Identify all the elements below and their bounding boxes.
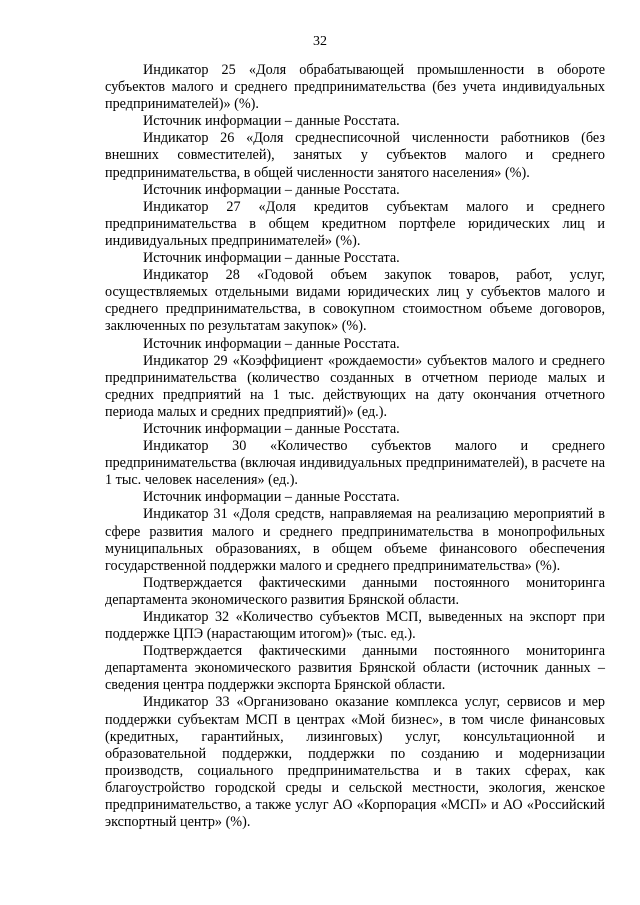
paragraph-indicator-29: Индикатор 29 «Коэффициент «рождаемости» субъектов малого и среднего предпринимательства (количество созданных в отчетном периоде малых и средних предприятий на 1 тыс. действующих на дату окончания отчетного периода малых и средних предприятий)» (ед.). bbox=[105, 352, 605, 420]
page-number: 32 bbox=[313, 34, 327, 49]
paragraph-source: Источник информации – данные Росстата. bbox=[143, 250, 400, 267]
paragraph-indicator-25: Индикатор 25 «Доля обрабатывающей промышленности в обороте субъектов малого и среднего предпринимательства (без учета индивидуальных предпринимателей)» (%). bbox=[105, 62, 605, 113]
paragraph-indicator-31: Индикатор 31 «Доля средств, направляемая на реализацию мероприятий в сфере развития малого и среднего предпринимательства в монопрофильных муниципальных образованиях, в общем объеме финансового обеспечения государственной поддержки малого и среднего предпринимательства» (%). bbox=[105, 506, 605, 574]
paragraph-indicator-27: Индикатор 27 «Доля кредитов субъектам малого и среднего предпринимательства в общем кредитном портфеле юридических лиц и индивидуальных предпринимателей» (%). bbox=[105, 198, 605, 249]
paragraph-source: Источник информации – данные Росстата. bbox=[143, 420, 400, 437]
paragraph-confirmation: Подтверждается фактическими данными постоянного мониторинга департамента экономического развития Брянской области. bbox=[105, 574, 605, 608]
paragraph-source: Источник информации – данные Росстата. bbox=[143, 181, 400, 198]
paragraph-confirmation: Подтверждается фактическими данными постоянного мониторинга департамента экономического развития Брянской области (источник данных – сведения центра поддержки экспорта Брянской области. bbox=[105, 643, 605, 694]
document-body bbox=[105, 62, 605, 831]
paragraph-indicator-26: Индикатор 26 «Доля среднесписочной численности работников (без внешних совместителей), занятых у субъектов малого и среднего предпринимательства, в общей численности занятого населения» (%). bbox=[105, 130, 605, 181]
paragraph-indicator-30: Индикатор 30 «Количество субъектов малого и среднего предпринимательства (включая индивидуальных предпринимателей), в расчете на 1 тыс. человек населения» (ед.). bbox=[105, 438, 605, 489]
paragraph-indicator-28: Индикатор 28 «Годовой объем закупок товаров, работ, услуг, осуществляемых отдельными видами юридических лиц у субъектов малого и среднего предпринимательства, в совокупном стоимостном объеме договоров, заключенных по результатам закупок» (%). bbox=[105, 267, 605, 335]
paragraph-indicator-32: Индикатор 32 «Количество субъектов МСП, выведенных на экспорт при поддержке ЦПЭ (нарастающим итогом)» (тыс. ед.). bbox=[105, 609, 605, 643]
paragraph-source: Источник информации – данные Росстата. bbox=[143, 335, 400, 352]
paragraph-source: Источник информации – данные Росстата. bbox=[143, 489, 400, 506]
paragraph-source: Источник информации – данные Росстата. bbox=[143, 113, 400, 130]
paragraph-indicator-33: Индикатор 33 «Организовано оказание комплекса услуг, сервисов и мер поддержки субъектам МСП в центрах «Мой бизнес», в том числе финансовых (кредитных, гарантийных, лизинговых) услуг, консультационной и образовательной поддержки, поддержки по созданию и модернизации производств, социального предпринимательства и в таких сферах, как благоустройство городской среды и сельской местности, экология, женское предпринимательство, а также услуг АО «Корпорация «МСП» и АО «Российский экспортный центр» (%). bbox=[105, 694, 605, 831]
